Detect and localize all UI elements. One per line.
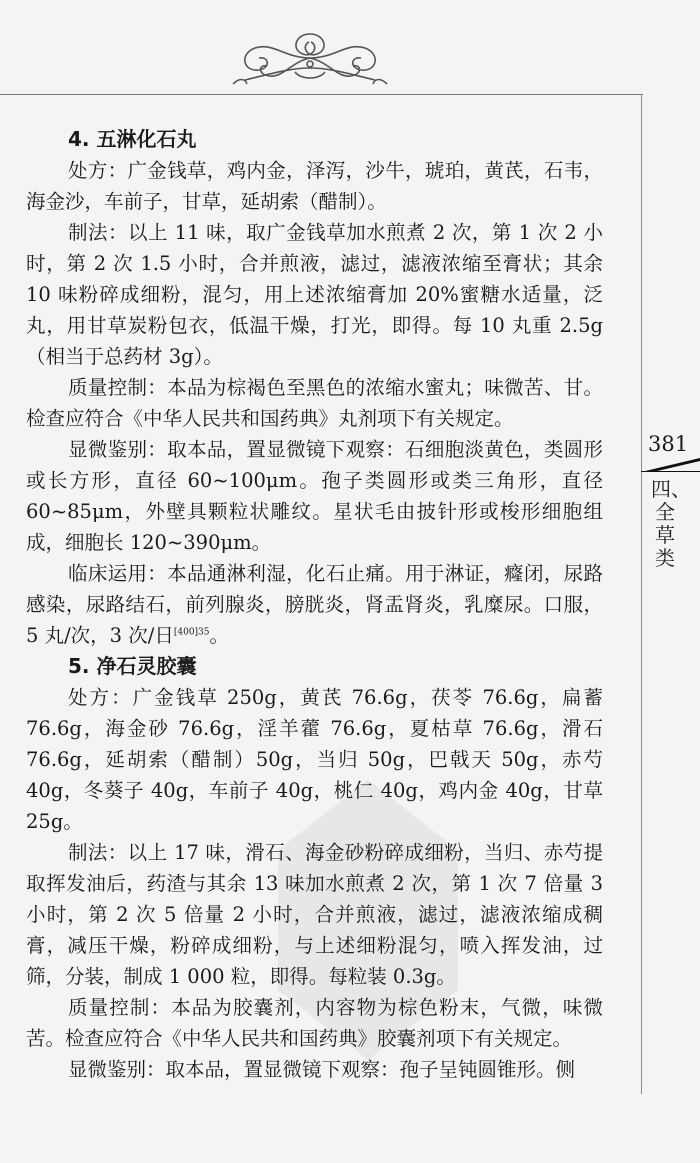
chapter-side-label: 四、全草类 <box>651 477 691 570</box>
clinical-end: 。 <box>209 624 230 647</box>
citation-superscript: [400]35 <box>173 627 210 638</box>
paragraph-microscopic-id: 显微鉴别：取本品，置显微镜下观察：孢子呈钝圆锥形。侧 <box>68 1058 576 1081</box>
paragraph-quality-control: 质量控制：本品为棕褐色至黑色的浓缩水蜜丸；味微苦、甘。检查应符合《中华人民共和国药典》丸剂项下有关规定。 <box>26 376 603 430</box>
section-wulin-huashi-wan <box>26 124 603 651</box>
page-tab-wedge <box>641 458 700 472</box>
section-heading: 5. 净石灵胶囊 <box>68 654 197 678</box>
header-rule <box>0 94 643 95</box>
paragraph-preparation: 制法：以上 17 味，滑石、海金砂粉碎成细粉，当归、赤芍提取挥发油后，药渣与其余 13 味加水煎煮 2 次，第 1 次 7 倍量 3 小时，第 2 次 5 倍量 2 小时，合并煎液，滤过，滤液浓缩成稠膏，减压干燥，粉碎成细粉，与上述细粉混匀，喷入挥发油，过筛，分装，制成 1 000 粒，即得。每粒装 0.3g。 <box>26 841 603 988</box>
margin-rule <box>641 94 642 1094</box>
paragraph-prescription: 处方：广金钱草，鸡内金，泽泻，沙牛，琥珀，黄芪，石韦，海金沙，车前子，甘草，延胡索（醋制）。 <box>26 159 603 213</box>
section-jingshiling-capsule <box>26 651 603 1085</box>
paragraph-clinical-use <box>26 558 603 651</box>
clinical-text: 临床运用：本品通淋利湿，化石止痛。用于淋证，癃闭，尿路感染，尿路结石，前列腺炎，膀胱炎，肾盂肾炎，乳糜尿。口服，5 丸/次，3 次/日 <box>26 562 603 647</box>
page-number: 381 <box>648 432 689 456</box>
decorative-header-ornament <box>225 28 395 92</box>
paragraph-preparation: 制法：以上 11 味，取广金钱草加水煎煮 2 次，第 1 次 2 小时，第 2 次 1.5 小时，合并煎液，滤过，滤液浓缩至膏状；其余 10 味粉碎成细粉，混匀，用上述浓缩膏加 20%蜜糖水适量，泛丸，用甘草炭粉包衣，低温干燥，打光，即得。每 10 丸重 2.5g（相当于总药材 3g）。 <box>26 221 603 368</box>
main-text <box>26 124 603 1085</box>
paragraph-microscopic-id: 显微鉴别：取本品，置显微镜下观察：石细胞淡黄色，类圆形或长方形，直径 60~100μm。孢子类圆形或类三角形，直径 60~85μm，外壁具颗粒状雕纹。星状毛由披针形或梭形细胞组成，细胞长 120~390μm。 <box>26 438 603 554</box>
section-heading: 4. 五淋化石丸 <box>68 127 197 151</box>
paragraph-quality-control: 质量控制：本品为胶囊剂，内容物为棕色粉末，气微，味微苦。检查应符合《中华人民共和国药典》胶囊剂项下有关规定。 <box>26 996 603 1050</box>
paragraph-prescription: 处方：广金钱草 250g，黄芪 76.6g，茯苓 76.6g，扁蓄 76.6g，海金砂 76.6g，淫羊藿 76.6g，夏枯草 76.6g，滑石 76.6g，延胡索（醋制）50g，当归 50g，巴戟天 50g，赤芍 40g，冬葵子 40g，车前子 40g，桃仁 40g，鸡内金 40g，甘草 25g。 <box>26 686 603 833</box>
